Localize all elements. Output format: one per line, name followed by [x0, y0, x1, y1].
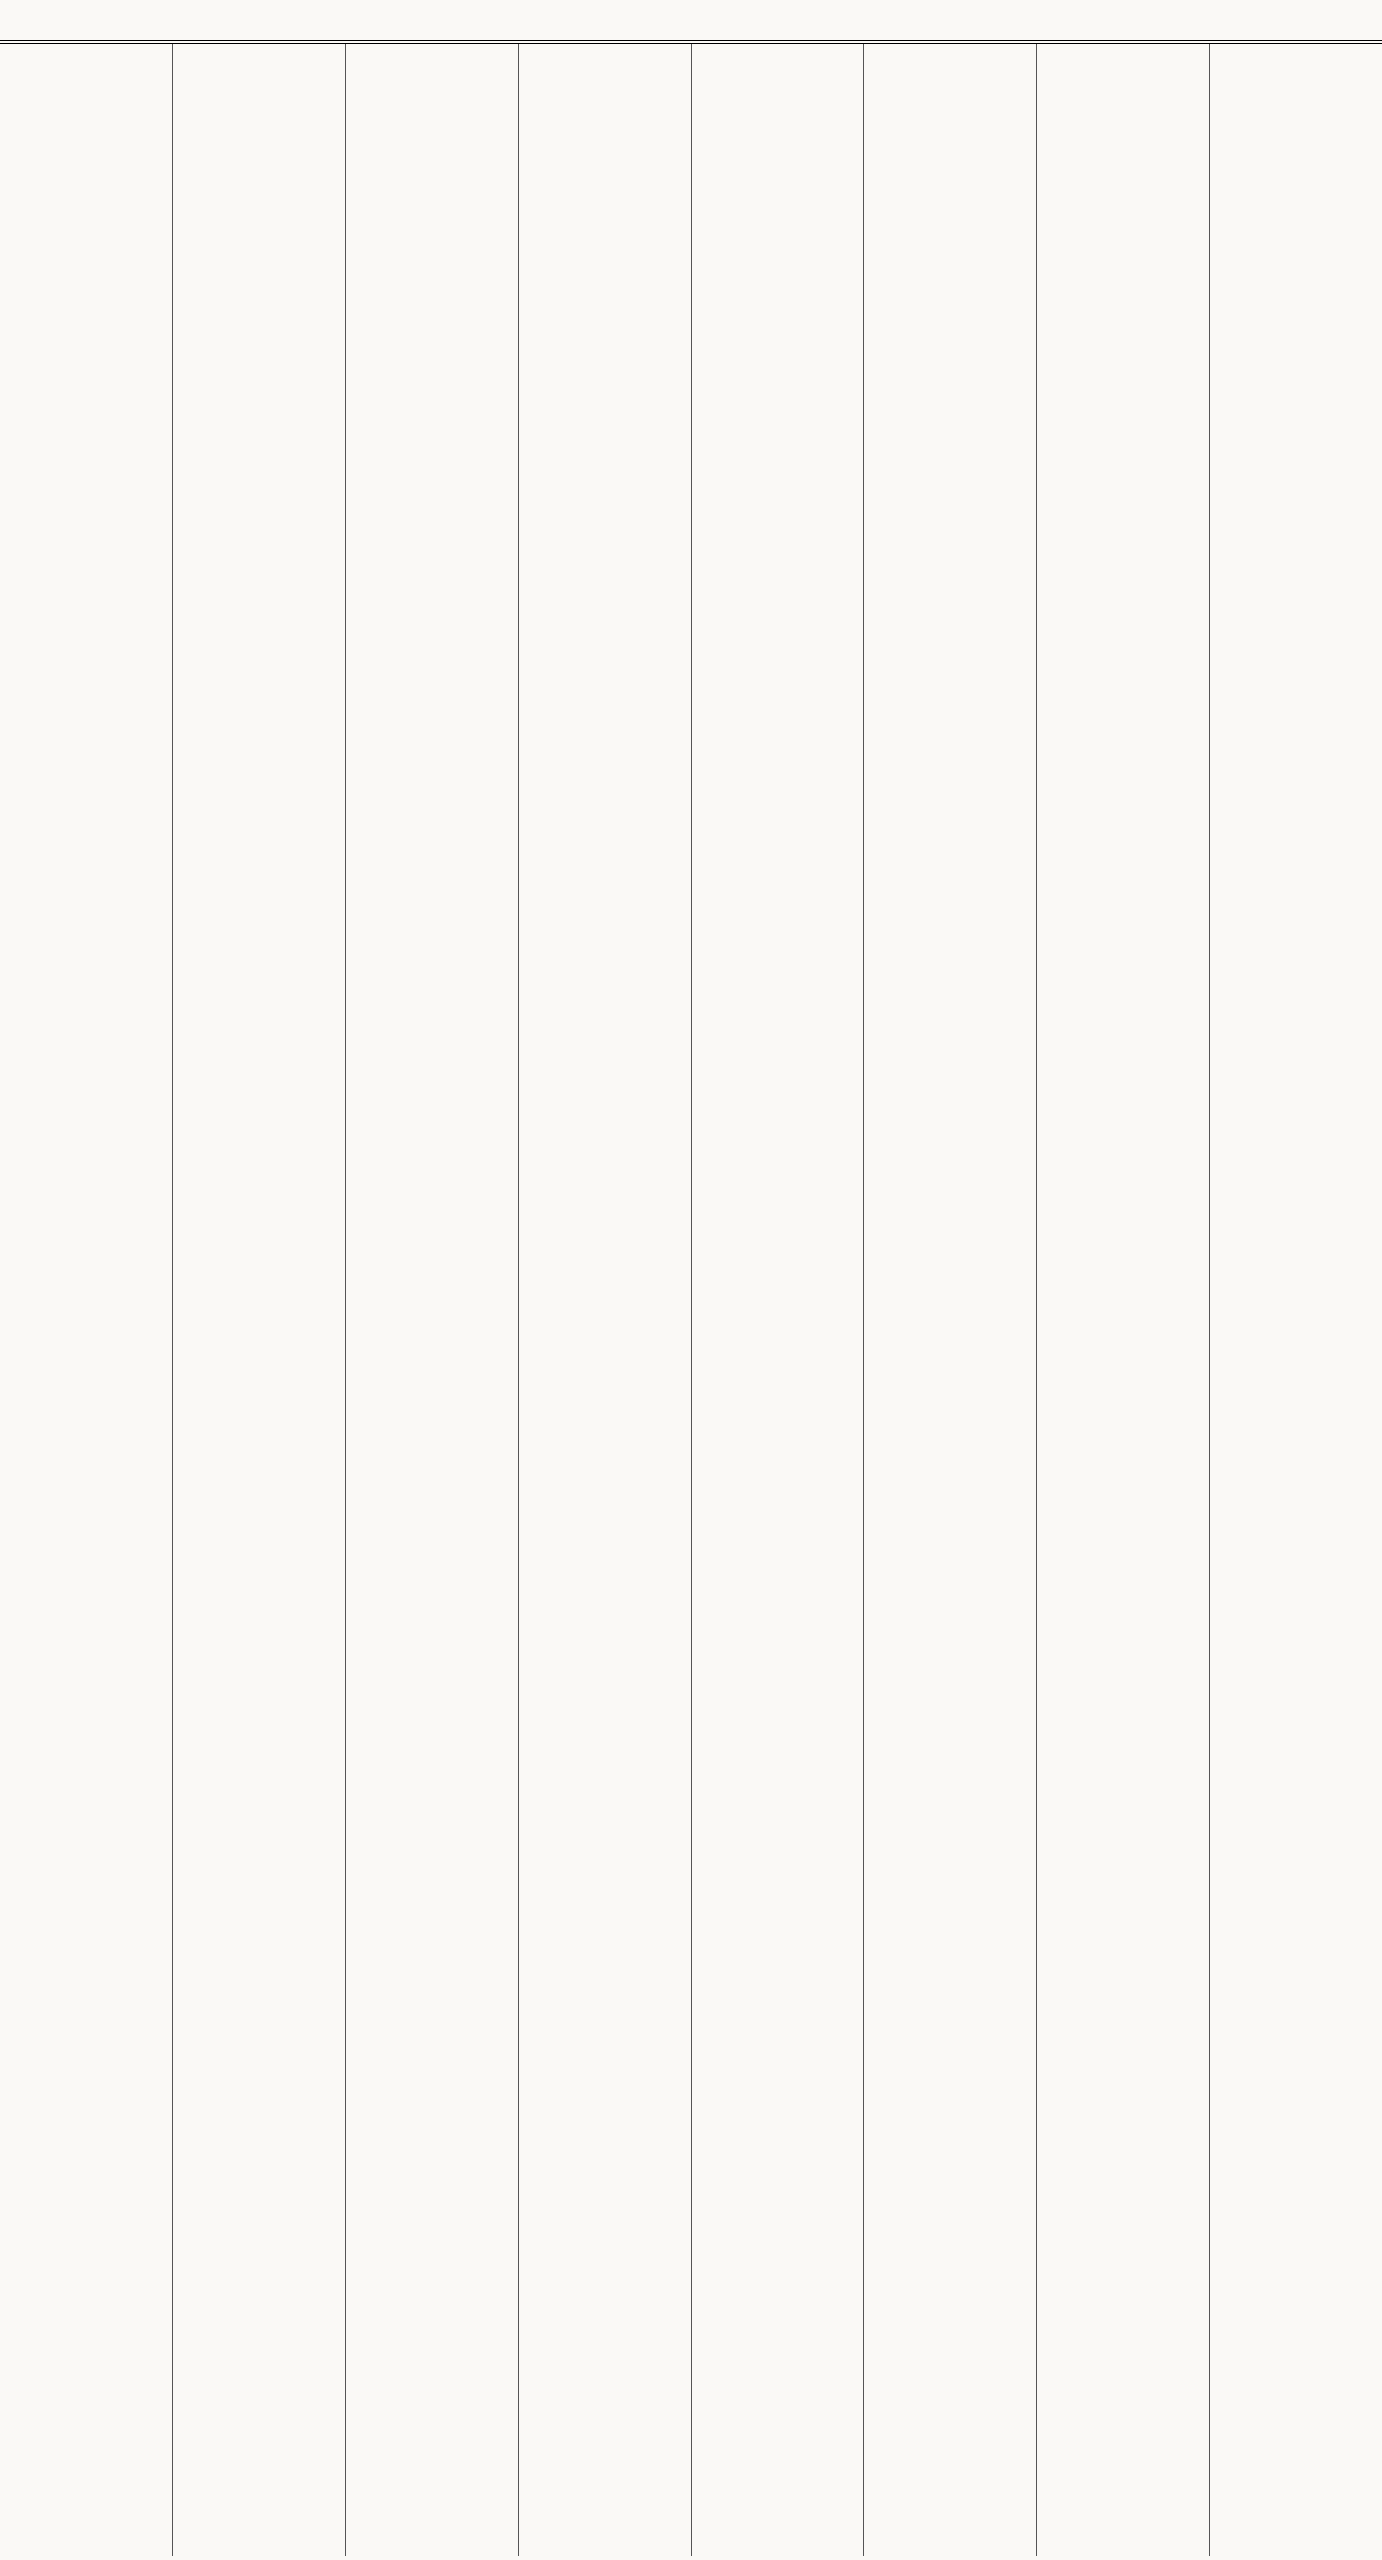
columns-container — [0, 44, 1382, 2556]
column-2 — [1037, 44, 1210, 2556]
column-5 — [519, 44, 692, 2556]
column-1 — [1210, 44, 1382, 2556]
page-header — [0, 0, 1382, 44]
column-6 — [346, 44, 519, 2556]
column-4 — [692, 44, 865, 2556]
column-8 — [0, 44, 173, 2556]
column-3 — [864, 44, 1037, 2556]
column-7 — [173, 44, 346, 2556]
